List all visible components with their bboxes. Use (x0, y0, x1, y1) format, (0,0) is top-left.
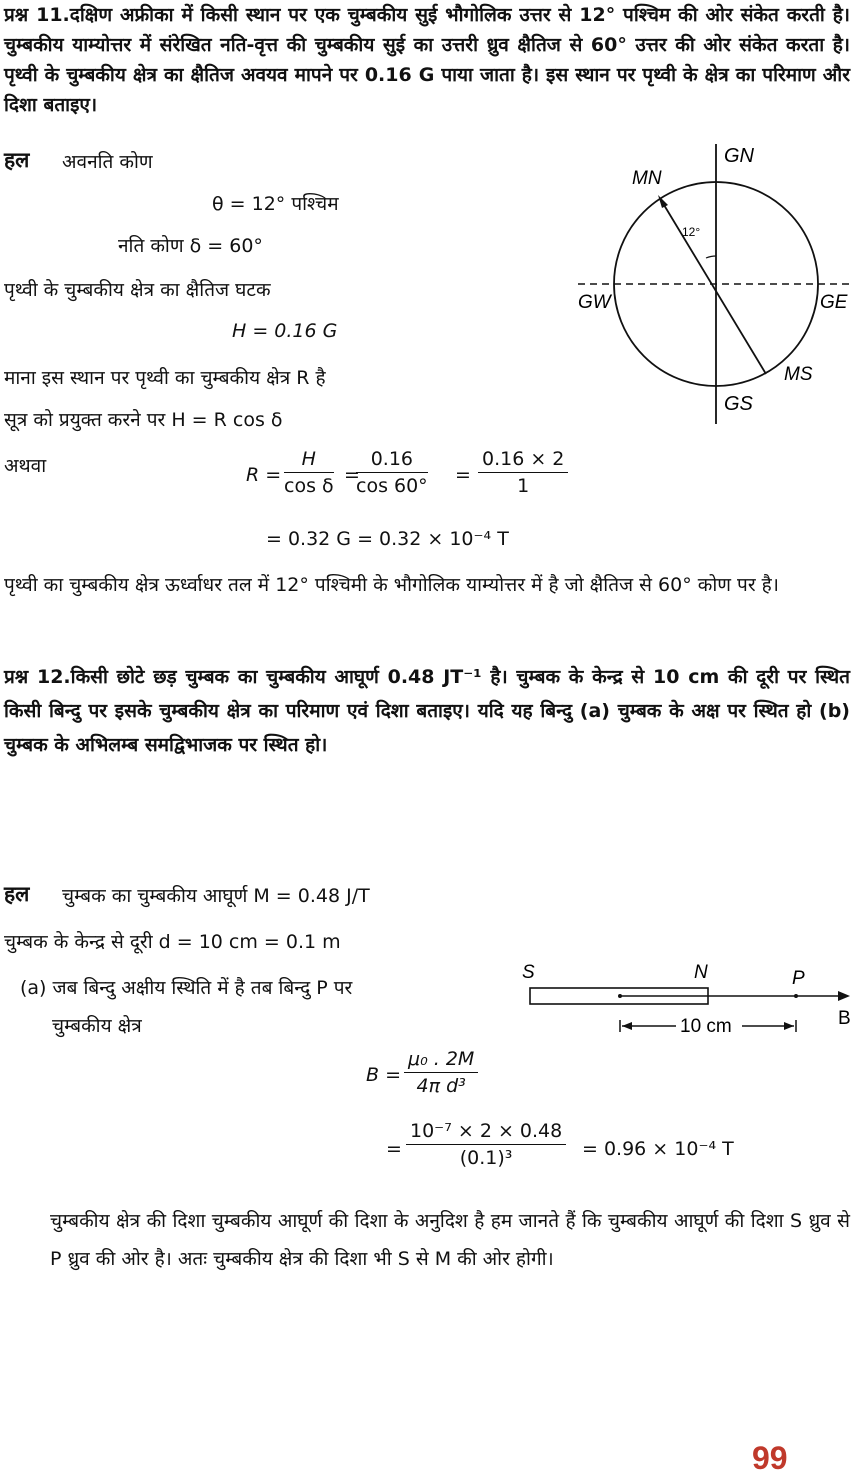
question-12-text: किसी छोटे छड़ चुम्बक का चुम्बकीय आघूर्ण 0.48 JT⁻¹ है। चुम्बक के केन्द्र से 10 cm की दूरी पर स्थित किसी बिन्दु पर इसके चुम्बकीय क्षेत्र का परिमाण एवं दिशा बताइए। यदि यह बिन्दु (a) चुम्बक के अक्ष पर स्थित हो (b) चुम्बक के अभिलम्ब समद्विभाजक पर स्थित हो। (4, 666, 850, 756)
bar-magnet-diagram (516, 958, 854, 1040)
gw-label: GW (578, 292, 611, 313)
angle-arc (706, 256, 716, 258)
calc-result: = 0.96 × 10⁻⁴ T (582, 1138, 734, 1160)
fraction-numerator: 0.16 × 2 (478, 448, 568, 473)
s-pole-label: S (522, 962, 535, 983)
solution-12-label: हल (4, 882, 30, 906)
fraction-denominator: 4π d³ (416, 1075, 466, 1097)
result-equation: = 0.32 G = 0.32 × 10⁻⁴ T (266, 528, 509, 550)
avnati-label: अवनति कोण (62, 151, 153, 173)
fraction-numerator: H (284, 448, 334, 473)
page-number: 99 (752, 1440, 788, 1476)
fraction-numerator: 10⁻⁷ × 2 × 0.48 (406, 1120, 566, 1145)
part-a-line2: चुम्बकीय क्षेत्र (52, 1015, 142, 1037)
ge-label: GE (820, 292, 848, 313)
calc-fraction (406, 1120, 566, 1169)
center-dot (618, 994, 622, 998)
fraction-denominator: 1 (517, 475, 530, 497)
fraction-denominator: cos δ (284, 475, 334, 497)
distance-text: चुम्बक के केन्द्र से दूरी d = 10 cm = 0.1 m (4, 931, 341, 953)
fraction-h-over-cos (284, 448, 334, 497)
solution-11-label: हल (4, 148, 30, 172)
distance-label: 10 cm (680, 1016, 732, 1037)
field-arrow-icon (838, 991, 850, 1001)
part-a-line1: (a) जब बिन्दु अक्षीय स्थिति में है तब बिन्दु P पर (20, 977, 353, 999)
formula-text: सूत्र को प्रयुक्त करने पर H = R cos δ (4, 409, 283, 431)
h-equation: H = 0.16 G (232, 320, 338, 342)
question-12-label: प्रश्न 12. (4, 666, 71, 688)
equals-sign: = (455, 464, 471, 486)
equals-sign: = (344, 464, 360, 486)
question-11-label: प्रश्न 11. (4, 4, 70, 26)
question-12 (4, 660, 850, 762)
equals-sign: = (386, 1138, 402, 1160)
theta-equation: θ = 12° पश्चिम (212, 193, 339, 215)
question-11 (4, 0, 850, 120)
b-label: B (838, 1008, 851, 1029)
question-11-text: दक्षिण अफ्रीका में किसी स्थान पर एक चुम्बकीय सुई भौगोलिक उत्तर से 12° पश्चिम की ओर संकेत करती है। चुम्बकीय याम्योत्तर में संरेखित नति-वृत्त की चुम्बकीय सुई का उत्तरी ध्रुव क्षैतिज से 60° उत्तर की ओर संकेत करता है। पृथ्वी के चुम्बकीय क्षेत्र का क्षैतिज अवयव मापने पर 0.16 G पाया जाता है। इस स्थान पर पृथ्वी के क्षेत्र का परिमाण और दिशा बताइए। (4, 4, 850, 116)
mn-label: MN (632, 168, 662, 189)
p-point-dot (794, 994, 798, 998)
direction-text: चुम्बकीय क्षेत्र की दिशा चुम्बकीय आघूर्ण की दिशा के अनुदिश है हम जानते हैं कि चुम्बकीय आघूर्ण की दिशा S ध्रुव से P ध्रुव की ओर है। अतः चुम्बकीय क्षेत्र की दिशा भी S से M की ओर होगी। (50, 1210, 850, 1270)
n-pole-label: N (694, 962, 708, 983)
assume-text: माना इस स्थान पर पृथ्वी का चुम्बकीय क्षेत्र R है (4, 367, 326, 389)
dim-arrow-right-icon (784, 1022, 794, 1030)
dip-circle-diagram (570, 140, 854, 430)
b-formula-fraction (404, 1048, 478, 1097)
b-lhs: B = (366, 1064, 401, 1086)
horizontal-text: पृथ्वी के चुम्बकीय क्षेत्र का क्षैतिज घटक (4, 279, 271, 301)
fraction-denominator: (0.1)³ (459, 1147, 513, 1169)
fraction-016-over-cos60 (356, 448, 428, 497)
gn-label: GN (724, 145, 754, 167)
r-lhs: R = (246, 464, 282, 486)
gs-label: GS (724, 393, 753, 415)
fraction-numerator: μ₀ . 2M (404, 1048, 478, 1073)
fraction-numerator: 0.16 (356, 448, 428, 473)
dip-equation: नति कोण δ = 60° (118, 235, 263, 257)
athva-text: अथवा (4, 455, 47, 477)
angle-label: 12° (682, 225, 701, 239)
moment-text: चुम्बक का चुम्बकीय आघूर्ण M = 0.48 J/T (62, 885, 370, 907)
dim-arrow-left-icon (622, 1022, 632, 1030)
p-point-label: P (792, 968, 805, 989)
ms-label: MS (784, 364, 813, 385)
conclusion-11: पृथ्वी का चुम्बकीय क्षेत्र ऊर्ध्वाधर तल में 12° पश्चिमी के भौगोलिक याम्योत्तर में है जो क्षैतिज से 60° कोण पर है। (4, 574, 779, 596)
magnetic-axis-line (661, 200, 766, 374)
fraction-032 (478, 448, 568, 497)
fraction-denominator: cos 60° (356, 475, 428, 497)
